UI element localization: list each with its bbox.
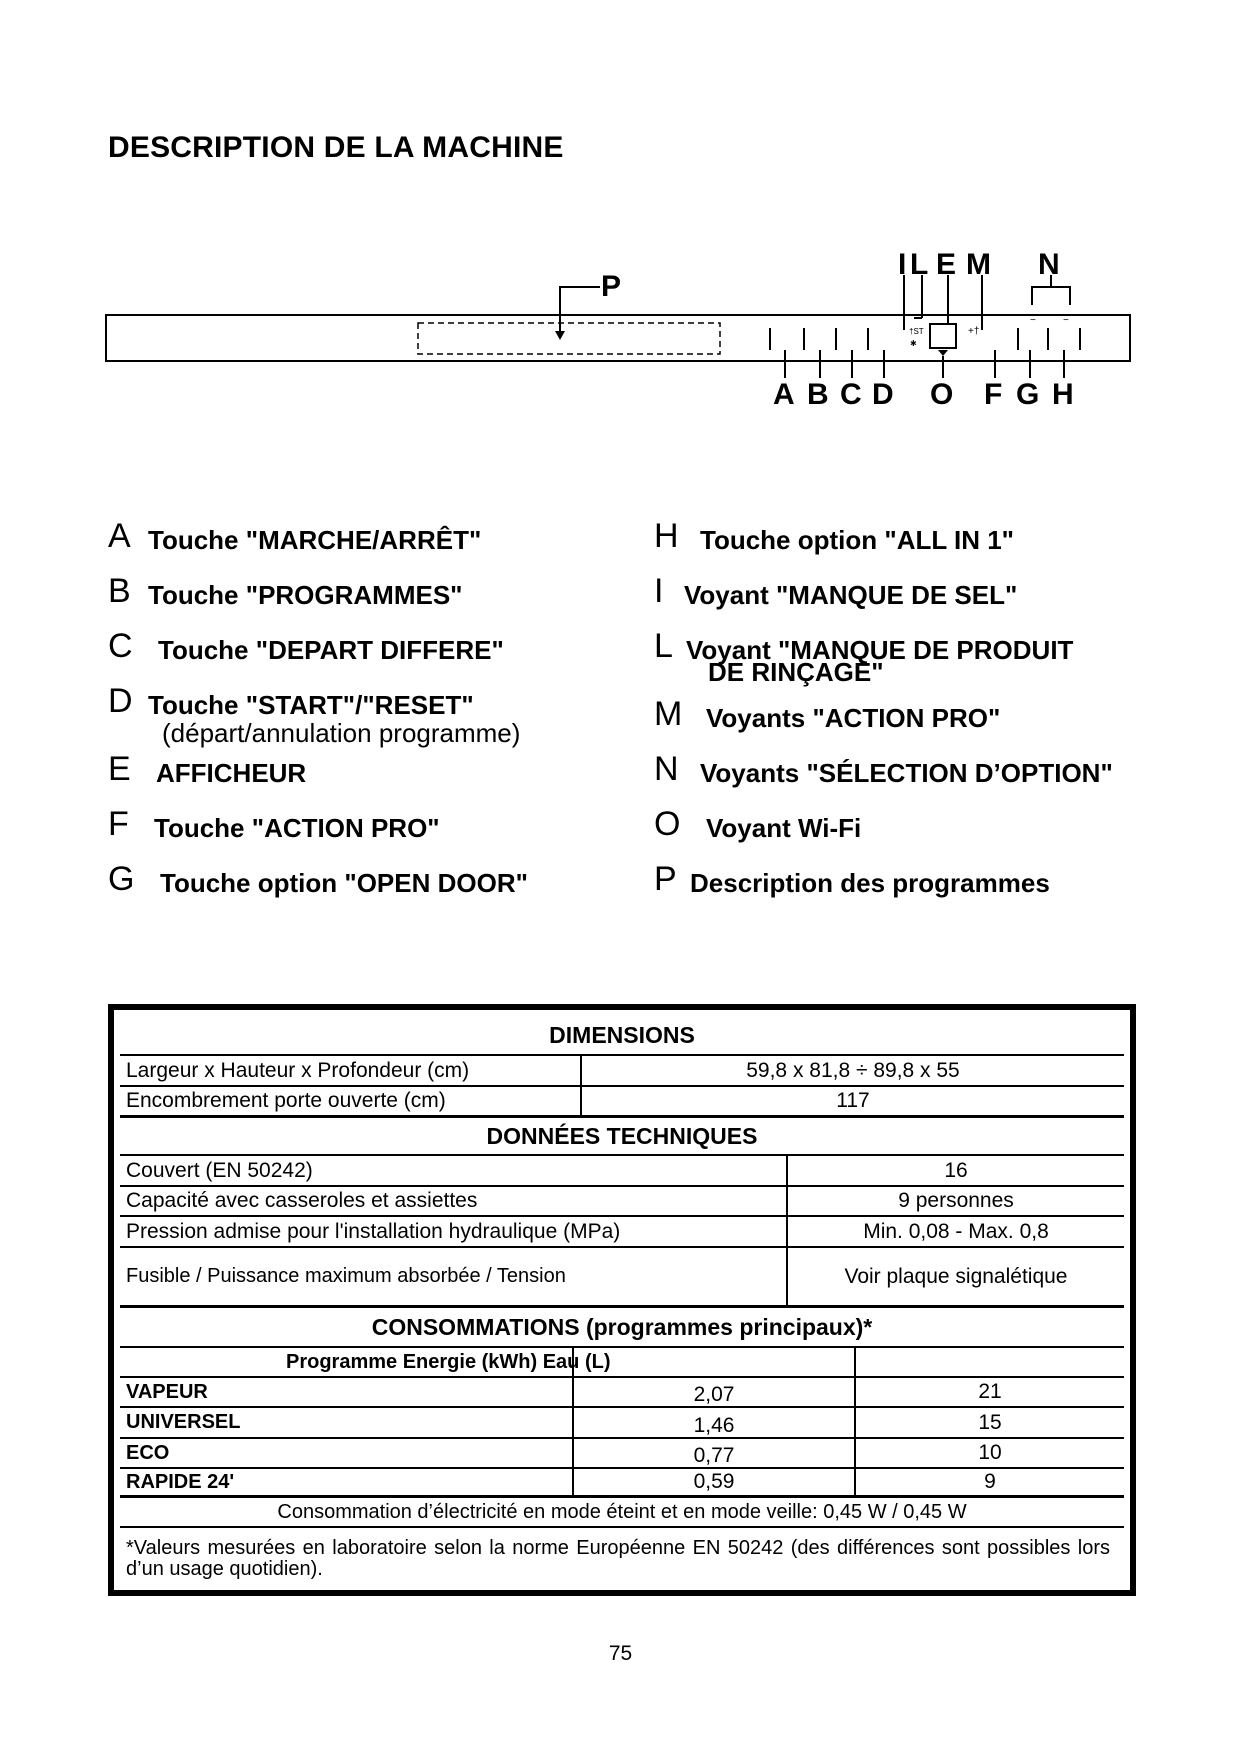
conso-energy: 1,46	[693, 1413, 735, 1437]
legend-text: Touche "DEPART DIFFERE"	[158, 635, 504, 665]
legend-item	[654, 628, 1174, 696]
legend-text: Touche option "OPEN DOOR"	[160, 868, 528, 898]
legend-letter: H	[654, 517, 679, 555]
tech-value: 16	[944, 1158, 968, 1182]
conso-energy: 0,59	[693, 1470, 735, 1493]
legend-text: Voyant Wi-Fi	[706, 813, 862, 843]
tech-value: 9 personnes	[898, 1189, 1014, 1212]
top-leaders	[904, 275, 1070, 330]
legend-text: Touche "PROGRAMMES"	[148, 580, 463, 610]
table-row	[120, 1378, 1124, 1408]
specs-table	[108, 1004, 1136, 1596]
label-p: P	[601, 270, 622, 303]
legend-item	[654, 518, 1174, 573]
legend-text: Description des programmes	[690, 868, 1050, 898]
program-description-area	[418, 323, 720, 354]
legend-text: Voyants "ACTION PRO"	[706, 703, 1001, 733]
button-ticks	[770, 328, 1080, 350]
legend-letter: G	[108, 860, 135, 898]
label-f: F	[984, 378, 1003, 411]
legend-left	[108, 518, 628, 916]
standby-row	[120, 1498, 1124, 1528]
legend-item	[108, 683, 628, 751]
legend-item	[654, 806, 1174, 861]
table-row	[120, 1056, 1124, 1087]
legend-item	[654, 696, 1174, 751]
conso-water: 21	[978, 1380, 1002, 1403]
conso-water: 9	[984, 1470, 996, 1493]
table-row	[120, 1087, 1124, 1118]
legend-letter: P	[654, 860, 677, 898]
conso-energy: 2,07	[693, 1383, 735, 1406]
panel-mark: +†	[968, 326, 980, 337]
label-i: I	[898, 248, 907, 281]
legend-subtext: DE RINÇAGE"	[708, 657, 884, 687]
legend-text: AFFICHEUR	[156, 758, 307, 788]
legend-text: Voyant "MANQUE DE PRODUIT	[686, 635, 1074, 665]
legend-item	[654, 861, 1174, 916]
table-row	[120, 1408, 1124, 1439]
tech-label: Capacité avec casseroles et assiettes	[126, 1189, 478, 1212]
legend-letter: D	[108, 682, 133, 720]
display-box	[930, 324, 956, 348]
panel-drawing	[0, 0, 1241, 440]
legend-text: Voyant "MANQUE DE SEL"	[684, 580, 1018, 610]
footnote: *Valeurs mesurées en laboratoire selon la norme Européenne EN 50242 (des différences sont possibles lors d’un usage quotidien).	[126, 1537, 1110, 1580]
legend-text: Touche "START"/"RESET"	[148, 690, 474, 720]
table-row	[120, 1469, 1124, 1498]
label-b: B	[807, 378, 829, 411]
legend-item	[108, 573, 628, 628]
tech-label: Fusible / Puissance maximum absorbée / Tension	[126, 1265, 566, 1287]
conso-columns-row	[120, 1348, 1124, 1378]
legend-letter: A	[108, 517, 131, 555]
legend-letter: L	[654, 627, 673, 665]
legend-item	[108, 861, 628, 916]
tech-value: Min. 0,08 - Max. 0,8	[863, 1219, 1049, 1243]
conso-columns-label: Programme Energie (kWh) Eau (L)	[286, 1350, 611, 1373]
legend-letter: O	[654, 805, 681, 843]
legend-item	[654, 573, 1174, 628]
tech-label: Pression admise pour l'installation hydraulique (MPa)	[126, 1219, 621, 1243]
panel-mark: −	[1063, 315, 1069, 326]
legend-letter: F	[108, 805, 129, 843]
tech-header: DONNÉES TECHNIQUES	[486, 1122, 758, 1149]
conso-program: RAPIDE 24'	[126, 1470, 235, 1493]
page-title: DESCRIPTION DE LA MACHINE	[108, 131, 564, 164]
label-o: O	[930, 378, 954, 411]
footnote-row	[120, 1528, 1124, 1590]
p-leader	[560, 287, 600, 335]
label-l: L	[910, 248, 929, 281]
bottom-leaders	[785, 350, 1064, 378]
legend-letter: I	[654, 572, 664, 610]
conso-water: 15	[978, 1410, 1002, 1434]
dimensions-header-row	[120, 1016, 1124, 1056]
label-h: H	[1052, 378, 1074, 411]
label-e: E	[936, 248, 957, 281]
dimension-label: Encombrement porte ouverte (cm)	[126, 1089, 446, 1112]
legend-letter: E	[108, 750, 131, 788]
table-row	[120, 1156, 1124, 1187]
table-row	[120, 1187, 1124, 1217]
label-n: N	[1038, 248, 1060, 281]
dimension-label: Largeur x Hauteur x Profondeur (cm)	[126, 1058, 470, 1082]
conso-program: VAPEUR	[126, 1380, 208, 1403]
tech-label: Couvert (EN 50242)	[126, 1158, 313, 1182]
legend-text: Voyants "SÉLECTION D’OPTION"	[700, 758, 1113, 788]
wifi-mark	[938, 350, 948, 356]
conso-energy: 0,77	[693, 1444, 735, 1467]
p-arrow	[555, 331, 565, 340]
conso-header: CONSOMMATIONS (programmes principaux)*	[371, 1313, 873, 1340]
label-d: D	[872, 378, 894, 411]
label-g: G	[1016, 378, 1040, 411]
conso-header-row	[120, 1308, 1124, 1348]
tech-header-row	[120, 1118, 1124, 1156]
dimension-value: 117	[836, 1089, 870, 1112]
dimension-value: 59,8 x 81,8 ÷ 89,8 x 55	[746, 1058, 960, 1082]
standby-consumption: Consommation d’électricité en mode éteint et en mode veille: 0,45 W / 0,45 W	[277, 1500, 967, 1523]
label-a: A	[773, 378, 795, 411]
legend-letter: B	[108, 572, 131, 610]
panel-mark: −	[1030, 315, 1036, 326]
control-panel-diagram	[0, 0, 1241, 440]
label-c: C	[840, 378, 862, 411]
conso-program: UNIVERSEL	[126, 1411, 241, 1433]
legend-item	[108, 628, 628, 683]
legend-letter: C	[108, 627, 133, 665]
legend-item	[654, 751, 1174, 806]
legend-subtext: (départ/annulation programme)	[162, 718, 521, 748]
svg-text:✱: ✱	[910, 339, 917, 348]
legend-item	[108, 806, 628, 861]
panel-mark: †ST	[909, 327, 924, 336]
legend-text: Touche "ACTION PRO"	[154, 813, 440, 843]
legend-item	[108, 518, 628, 573]
legend-text: Touche option "ALL IN 1"	[700, 525, 1015, 555]
legend-right	[654, 518, 1174, 916]
table-row	[120, 1439, 1124, 1469]
legend-letter: M	[654, 695, 683, 733]
page-number: 75	[608, 1642, 633, 1665]
dimensions-header: DIMENSIONS	[549, 1021, 695, 1048]
legend-text: Touche "MARCHE/ARRÊT"	[148, 525, 482, 555]
table-row	[120, 1248, 1124, 1308]
conso-program: ECO	[126, 1441, 170, 1464]
conso-water: 10	[978, 1441, 1002, 1464]
tech-value: Voir plaque signalétique	[844, 1264, 1068, 1288]
label-m: M	[966, 248, 991, 281]
table-row	[120, 1217, 1124, 1248]
legend-letter: N	[654, 750, 679, 788]
legend-item	[108, 751, 628, 806]
